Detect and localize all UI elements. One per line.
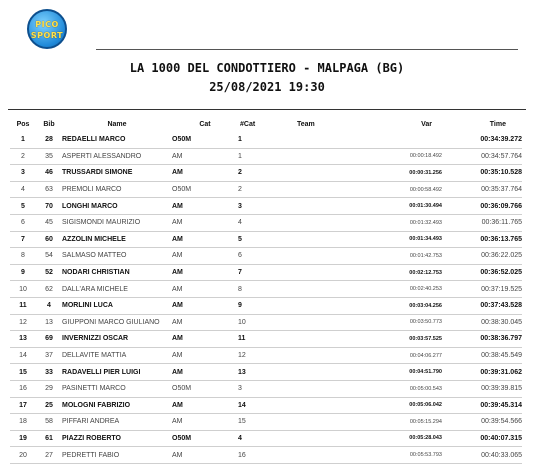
bib-cell: 46 xyxy=(45,169,53,177)
gap-cell: 00:02:12.753 xyxy=(409,269,442,276)
bib-cell: 54 xyxy=(45,252,53,260)
bib-cell: 69 xyxy=(45,335,53,343)
gap-cell: 00:04:51.790 xyxy=(409,369,442,376)
category-rank-cell: 4 xyxy=(238,219,242,227)
results-rows xyxy=(10,132,522,463)
bib-cell: 70 xyxy=(45,202,53,210)
position-cell: 20 xyxy=(19,451,27,459)
name-cell: SIGISMONDI MAURIZIO xyxy=(62,219,141,227)
time-cell: 00:36:52.025 xyxy=(480,269,522,277)
category-cell: AM xyxy=(172,451,183,459)
bib-cell: 28 xyxy=(45,136,53,144)
table-row xyxy=(10,132,522,148)
team-cell xyxy=(296,214,352,231)
table-row xyxy=(10,364,522,381)
position-cell: 9 xyxy=(21,269,25,277)
time-cell: 00:37:19.525 xyxy=(481,285,522,293)
table-header-row xyxy=(10,116,522,132)
category-rank-cell: 1 xyxy=(238,136,242,144)
category-rank-cell: 5 xyxy=(238,235,242,243)
team-cell xyxy=(296,198,352,215)
name-cell: MOLOGNI FABRIZIO xyxy=(62,401,131,409)
team-cell xyxy=(296,364,352,381)
position-cell: 19 xyxy=(19,434,27,442)
category-cell: O50M xyxy=(172,434,192,442)
gap-cell: 00:05:28.043 xyxy=(409,435,442,442)
table-row xyxy=(10,380,522,397)
bib-cell: 58 xyxy=(45,418,53,426)
bib-cell: 13 xyxy=(45,318,53,326)
category-rank-cell: 1 xyxy=(238,152,242,160)
name-cell: DALL'ARA MICHELE xyxy=(62,285,128,293)
bib-cell: 63 xyxy=(45,186,53,194)
bib-cell: 45 xyxy=(45,219,53,227)
time-cell: 00:37:43.528 xyxy=(480,302,522,310)
table-row xyxy=(10,347,522,364)
time-cell: 00:36:09.766 xyxy=(480,202,522,210)
gap-cell: 00:03:50.773 xyxy=(409,319,442,326)
name-cell: RADAVELLI PIER LUIGI xyxy=(62,368,141,376)
bib-cell: 29 xyxy=(45,385,53,393)
team-cell xyxy=(296,264,352,281)
table-row xyxy=(10,181,522,198)
table-row xyxy=(10,297,522,314)
time-cell: 00:35:37.764 xyxy=(481,186,522,194)
position-cell: 1 xyxy=(21,136,25,144)
name-cell: PREMOLI MARCO xyxy=(62,186,122,194)
team-cell xyxy=(296,347,352,364)
table-row xyxy=(10,397,522,414)
category-cell: AM xyxy=(172,318,183,326)
table-row xyxy=(10,148,522,165)
position-cell: 16 xyxy=(19,385,27,393)
position-cell: 8 xyxy=(21,252,25,260)
team-cell xyxy=(296,380,352,397)
time-cell: 00:38:45.549 xyxy=(481,352,522,360)
gap-cell: 00:03:57.525 xyxy=(409,335,442,342)
category-cell: AM xyxy=(172,269,183,277)
gap-cell: 00:00:31.256 xyxy=(409,169,442,176)
time-cell: 00:40:33.065 xyxy=(481,451,522,459)
table-row xyxy=(10,214,522,231)
bib-cell: 61 xyxy=(45,434,53,442)
table-row xyxy=(10,447,522,464)
time-cell: 00:34:39.272 xyxy=(480,136,522,144)
position-cell: 10 xyxy=(19,285,27,293)
table-row xyxy=(10,165,522,182)
time-cell: 00:40:07.315 xyxy=(480,434,522,442)
team-cell xyxy=(296,165,352,182)
table-row xyxy=(10,331,522,348)
team-cell xyxy=(296,397,352,414)
position-cell: 15 xyxy=(19,368,27,376)
category-rank-cell: 6 xyxy=(238,252,242,260)
team-cell xyxy=(296,148,352,165)
category-cell: AM xyxy=(172,401,183,409)
category-rank-cell: 9 xyxy=(238,302,242,310)
gap-cell: 00:02:40.253 xyxy=(409,286,442,293)
position-cell: 5 xyxy=(21,202,25,210)
table-row xyxy=(10,198,522,215)
position-cell: 4 xyxy=(21,186,25,194)
table-row xyxy=(10,281,522,298)
time-cell: 00:36:13.765 xyxy=(480,235,522,243)
table-row xyxy=(10,248,522,265)
category-rank-cell: 11 xyxy=(238,335,246,343)
category-cell: AM xyxy=(172,368,183,376)
category-rank-cell: 2 xyxy=(238,169,242,177)
position-cell: 7 xyxy=(21,235,25,243)
team-cell xyxy=(296,181,352,198)
category-cell: AM xyxy=(172,169,183,177)
event-date-time: 25/08/2021 19:30 xyxy=(209,80,325,94)
category-cell: AM xyxy=(172,302,183,310)
col-header-name: Name xyxy=(107,120,127,128)
time-cell: 00:36:22.025 xyxy=(481,252,522,260)
col-header-pos: Pos xyxy=(16,120,30,128)
logo-text-line2: SPORT xyxy=(30,31,64,40)
time-cell: 00:39:31.062 xyxy=(480,368,522,376)
name-cell: NODARI CHRISTIAN xyxy=(62,269,130,277)
category-cell: AM xyxy=(172,235,183,243)
name-cell: INVERNIZZI OSCAR xyxy=(62,335,129,343)
category-cell: AM xyxy=(172,352,183,360)
team-cell xyxy=(296,447,352,464)
category-cell: AM xyxy=(172,219,183,227)
table-row xyxy=(10,231,522,248)
time-cell: 00:38:36.797 xyxy=(480,335,522,343)
name-cell: PASINETTI MARCO xyxy=(62,385,126,393)
position-cell: 2 xyxy=(21,152,25,160)
category-rank-cell: 14 xyxy=(238,401,246,409)
team-cell xyxy=(296,248,352,265)
position-cell: 6 xyxy=(21,219,25,227)
name-cell: PIFFARI ANDREA xyxy=(62,418,120,426)
team-cell xyxy=(296,231,352,248)
logo-text-line1: PICO xyxy=(35,20,59,29)
category-cell: O50M xyxy=(172,136,192,144)
gap-cell: 00:01:34.493 xyxy=(409,236,442,243)
gap-cell: 00:03:04.256 xyxy=(409,302,442,309)
category-cell: AM xyxy=(172,202,183,210)
category-cell: AM xyxy=(172,418,183,426)
name-cell: REDAELLI MARCO xyxy=(62,136,126,144)
name-cell: SALMASO MATTEO xyxy=(62,252,127,260)
bib-cell: 62 xyxy=(45,285,53,293)
name-cell: AZZOLIN MICHELE xyxy=(62,235,126,243)
category-rank-cell: 2 xyxy=(238,186,242,194)
table-row xyxy=(10,314,522,331)
name-cell: PEDRETTI FABIO xyxy=(62,451,120,459)
position-cell: 17 xyxy=(19,401,27,409)
category-rank-cell: 3 xyxy=(238,202,242,210)
header-divider xyxy=(96,49,518,50)
gap-cell: 00:05:06.042 xyxy=(409,402,442,409)
gap-cell: 00:04:06.277 xyxy=(409,352,442,359)
table-row xyxy=(10,430,522,447)
col-header-team: Team xyxy=(297,120,315,128)
time-cell: 00:36:11.765 xyxy=(481,219,522,227)
time-cell: 00:39:54.566 xyxy=(481,418,522,426)
team-cell xyxy=(296,414,352,431)
time-cell: 00:39:39.815 xyxy=(481,385,522,393)
team-cell xyxy=(296,314,352,331)
bib-cell: 25 xyxy=(45,401,53,409)
gap-cell: 00:05:15.294 xyxy=(409,418,442,425)
team-cell xyxy=(296,331,352,348)
event-title: LA 1000 DEL CONDOTTIERO - MALPAGA (BG) xyxy=(129,61,405,75)
results-table xyxy=(10,116,522,464)
gap-cell xyxy=(352,132,442,148)
category-rank-cell: 10 xyxy=(238,318,246,326)
category-rank-cell: 4 xyxy=(238,434,242,442)
position-cell: 3 xyxy=(21,169,25,177)
category-cell: AM xyxy=(172,152,183,160)
category-rank-cell: 13 xyxy=(238,368,246,376)
category-rank-cell: 7 xyxy=(238,269,242,277)
gap-cell: 00:05:53.793 xyxy=(409,452,442,459)
name-cell: PIAZZI ROBERTO xyxy=(62,434,121,442)
time-cell: 00:34:57.764 xyxy=(481,152,522,160)
position-cell: 14 xyxy=(19,352,27,360)
category-rank-cell: 12 xyxy=(238,352,246,360)
name-cell: GIUPPONI MARCO GIULIANO xyxy=(62,318,160,326)
gap-cell: 00:05:00.543 xyxy=(409,385,442,392)
time-cell: 00:38:30.045 xyxy=(481,318,522,326)
category-rank-cell: 3 xyxy=(238,385,242,393)
pico-sport-logo xyxy=(27,9,67,49)
position-cell: 18 xyxy=(19,418,27,426)
col-header-bib: Bib xyxy=(43,120,55,128)
col-header-time: Time xyxy=(489,120,506,128)
time-cell: 00:39:45.314 xyxy=(480,401,522,409)
team-cell xyxy=(296,132,352,148)
name-cell: DELLAVITE MATTIA xyxy=(62,352,127,360)
gap-cell: 00:01:42.753 xyxy=(409,252,442,259)
bib-cell: 37 xyxy=(45,352,53,360)
category-cell: AM xyxy=(172,285,183,293)
category-cell: O50M xyxy=(172,385,192,393)
table-row xyxy=(10,264,522,281)
gap-cell: 00:00:18.492 xyxy=(409,153,442,160)
category-rank-cell: 15 xyxy=(238,418,246,426)
position-cell: 12 xyxy=(19,318,27,326)
bib-cell: 35 xyxy=(45,152,53,160)
gap-cell: 00:00:58.492 xyxy=(409,186,442,193)
name-cell: MORLINI LUCA xyxy=(62,302,113,310)
gap-cell: 00:01:32.493 xyxy=(409,219,442,226)
bib-cell: 4 xyxy=(47,302,51,310)
team-cell xyxy=(296,430,352,447)
table-top-divider xyxy=(8,109,526,110)
gap-cell: 00:01:30.494 xyxy=(409,203,442,210)
time-cell: 00:35:10.528 xyxy=(480,169,522,177)
category-cell: O50M xyxy=(172,186,192,194)
col-header-var: Var xyxy=(421,120,432,128)
table-row xyxy=(10,414,522,431)
category-cell: AM xyxy=(172,335,183,343)
team-cell xyxy=(296,281,352,298)
category-cell: AM xyxy=(172,252,183,260)
bib-cell: 52 xyxy=(45,269,53,277)
bib-cell: 33 xyxy=(45,368,53,376)
name-cell: LONGHI MARCO xyxy=(62,202,118,210)
name-cell: ASPERTI ALESSANDRO xyxy=(62,152,142,160)
position-cell: 11 xyxy=(19,302,27,310)
bib-cell: 27 xyxy=(45,451,53,459)
position-cell: 13 xyxy=(19,335,27,343)
team-cell xyxy=(296,297,352,314)
col-header-ncat: #Cat xyxy=(240,120,256,128)
bib-cell: 60 xyxy=(45,235,53,243)
name-cell: TRUSSARDI SIMONE xyxy=(62,169,133,177)
category-rank-cell: 16 xyxy=(238,451,246,459)
col-header-cat: Cat xyxy=(199,120,211,128)
category-rank-cell: 8 xyxy=(238,285,242,293)
